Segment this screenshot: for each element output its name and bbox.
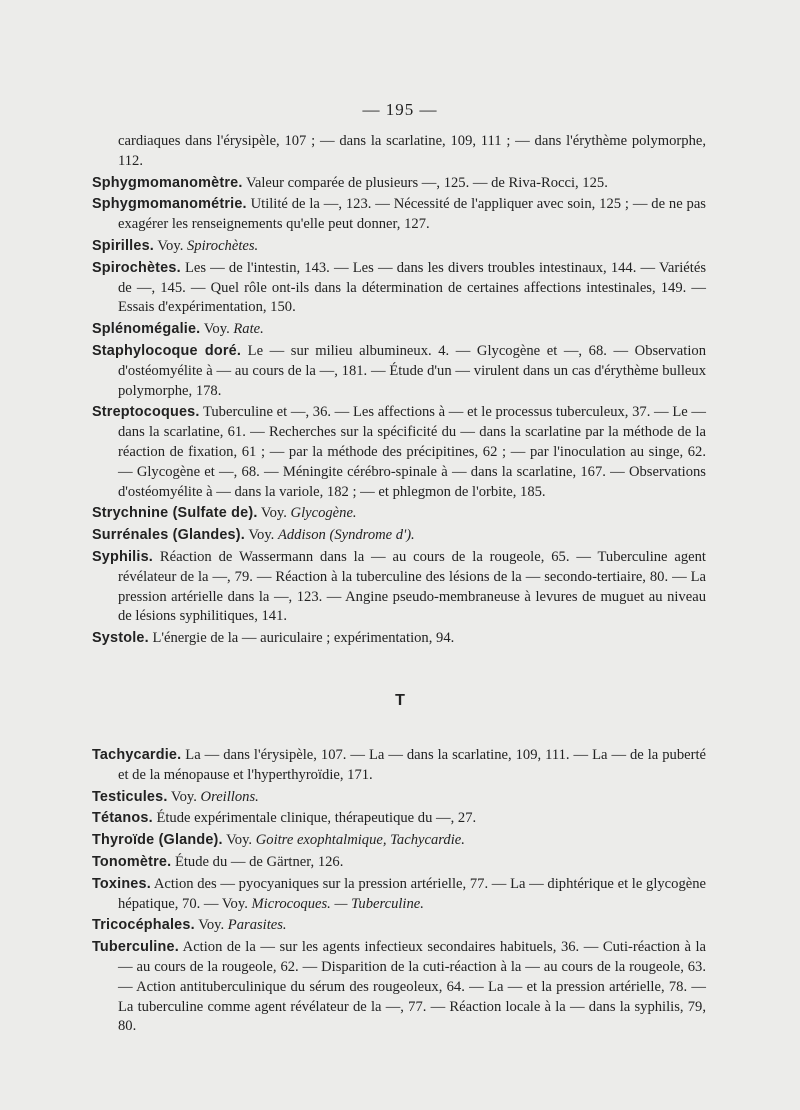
entry-text: Réaction de Wassermann dans la — au cours de la rougeole, 65. — Tuberculine agent révélateur de la —, 79. — Réaction à la tuberculine des lésions de la — secondo-tertiaire, 80. — La pression artérielle dans la —, 123. — Angine pseudo-membraneuse à levures de muguet au niveau de lésions syphilitiques, 141. xyxy=(118,548,706,625)
entry-text: Action de la — sur les agents infectieux secondaires habituels, 36. — Cuti-réaction à la — au cours de la rougeole, 62. — Disparition de la cuti-réaction à la — au cours de la rougeole, 63. — Action antituberculinique du sérum des rougeoleux, 64. — La — et la pression artérielle, 78. — La tuberculine comme agent révélateur de la —, 77. — Réaction locale à la — dans la syphilis, 79, 80. xyxy=(118,939,707,1035)
entry-headword: Tricocéphales. xyxy=(92,917,195,934)
entry-headword: Syphilis. xyxy=(92,548,153,565)
entry-headword: Testicules. xyxy=(92,788,168,805)
entry-headword: Tonomètre. xyxy=(92,853,172,870)
entry-text: Action des — pyocyaniques sur la pression artérielle, 77. — La — diphtérique et le glycogène hépatique, 70. — Voy. xyxy=(118,875,707,912)
entry-headword: Systole. xyxy=(92,630,149,647)
entry-headword: Sphygmomanométrie. xyxy=(92,196,247,213)
entry-see-reference: Goitre exophtalmique, Tachycardie. xyxy=(255,832,465,849)
entry-text: Voy. xyxy=(198,917,225,934)
entry-text: Voy. xyxy=(170,788,197,805)
entry-headword: Staphylocoque doré. xyxy=(92,342,242,359)
entry-headword: Tachycardie. xyxy=(92,747,182,763)
entry-text: Voy. xyxy=(157,237,184,254)
index-entry xyxy=(92,259,706,318)
entry-see-reference: Glycogène. xyxy=(290,505,357,522)
index-entry xyxy=(92,875,706,915)
section-letter: T xyxy=(395,692,405,709)
entry-text: Tuberculine et —, 36. — Les affections à — et le processus tuberculeux, 37. — Le — dans la scarlatine, 61. — Recherches sur la spécificité du — dans la scarlatine par la méthode de la réaction de fixation, 61 ; — par la méthode des précipitines, 62 ; — par l'inoculation au singe, 62. — Glycogène et —, 68. — Méningite cérébro-spinale à — dans la scarlatine, 167. — Observations d'ostéomyélite à — dans la variole, 182 ; — et phlegmon de l'orbite, 185. xyxy=(118,404,706,500)
entry-text: Valeur comparée de plusieurs —, 125. — de Riva-Rocci, 125. xyxy=(245,174,608,191)
entry-see-reference: Oreillons. xyxy=(200,788,259,805)
entry-headword: Toxines. xyxy=(92,875,151,892)
entry-text: La — dans l'érysipèle, 107. — La — dans la scarlatine, 109, 111. — La — de la puberté et de la ménopause et l'hyperthyroïdie, 171. xyxy=(118,747,706,783)
index-entry xyxy=(92,504,706,524)
entry-text: Utilité de la —, 123. — Nécessité de l'appliquer avec soin, 125 ; — de ne pas exagérer les renseignements qu'elle peut donner, 127. xyxy=(118,196,706,233)
index-entries-t xyxy=(92,746,706,1039)
index-entry xyxy=(92,403,706,502)
entry-text: Voy. xyxy=(248,527,275,544)
index-entry xyxy=(92,853,706,873)
index-entry xyxy=(92,526,706,546)
index-entry xyxy=(92,320,706,340)
index-entry xyxy=(92,195,706,235)
entry-text: L'énergie de la — auriculaire ; expérimentation, 94. xyxy=(152,630,455,647)
index-entry xyxy=(92,132,706,172)
entry-text: Étude expérimentale clinique, thérapeutique du —, 27. xyxy=(156,810,477,827)
entry-see-reference: Addison (Syndrome d'). xyxy=(277,527,415,544)
entry-see-reference: Parasites. xyxy=(227,917,287,934)
entry-headword: Tuberculine. xyxy=(92,939,179,956)
index-entry xyxy=(92,746,706,786)
index-entry xyxy=(92,788,706,808)
entry-text: Le — sur milieu albumineux. 4. — Glycogène et —, 68. — Observation d'ostéomyélite à — au cours de la —, 181. — Étude d'un — virulent dans un cas d'érythème bulleux polymorphe, 178. xyxy=(118,342,706,399)
entry-see-reference: Microcoques. — Tuberculine. xyxy=(251,895,424,912)
index-entry xyxy=(92,342,706,401)
entry-headword: Strychnine (Sulfate de). xyxy=(92,505,258,522)
entry-see-reference: Spirochètes. xyxy=(187,237,259,254)
entry-headword: Sphygmomanomètre. xyxy=(92,174,243,191)
index-entry xyxy=(92,916,706,936)
entry-text: Les — de l'intestin, 143. — Les — dans les divers troubles intestinaux, 144. — Variétés de —, 145. — Quel rôle ont-ils dans la détermination de certaines affections intestinales, 149. — Essais d'expérimentation, 150. xyxy=(118,259,706,316)
entry-headword: Streptocoques. xyxy=(92,404,200,421)
index-entries-s xyxy=(92,132,706,651)
entry-headword: Tétanos. xyxy=(92,810,153,827)
entry-text: Voy. xyxy=(203,321,230,338)
entry-headword: Spirilles. xyxy=(92,237,154,254)
index-entry xyxy=(92,809,706,829)
entry-headword: Surrénales (Glandes). xyxy=(92,527,245,544)
entry-see-reference: Rate. xyxy=(233,321,264,338)
entry-headword: Thyroïde (Glande). xyxy=(92,832,223,849)
page-number: — 195 — xyxy=(362,100,438,119)
index-entry xyxy=(92,938,706,1037)
index-entry xyxy=(92,629,706,649)
index-entry xyxy=(92,237,706,257)
entry-headword: Splénomégalie. xyxy=(92,321,201,338)
entry-text: cardiaques dans l'érysipèle, 107 ; — dans la scarlatine, 109, 111 ; — dans l'érythème polymorphe, 112. xyxy=(118,133,706,169)
index-entry xyxy=(92,174,706,194)
index-entry xyxy=(92,831,706,851)
entry-text: Étude du — de Gärtner, 126. xyxy=(174,853,344,870)
entry-text: Voy. xyxy=(260,505,287,522)
index-entry xyxy=(92,548,706,627)
entry-headword: Spirochètes. xyxy=(92,259,181,276)
entry-text: Voy. xyxy=(226,832,253,849)
